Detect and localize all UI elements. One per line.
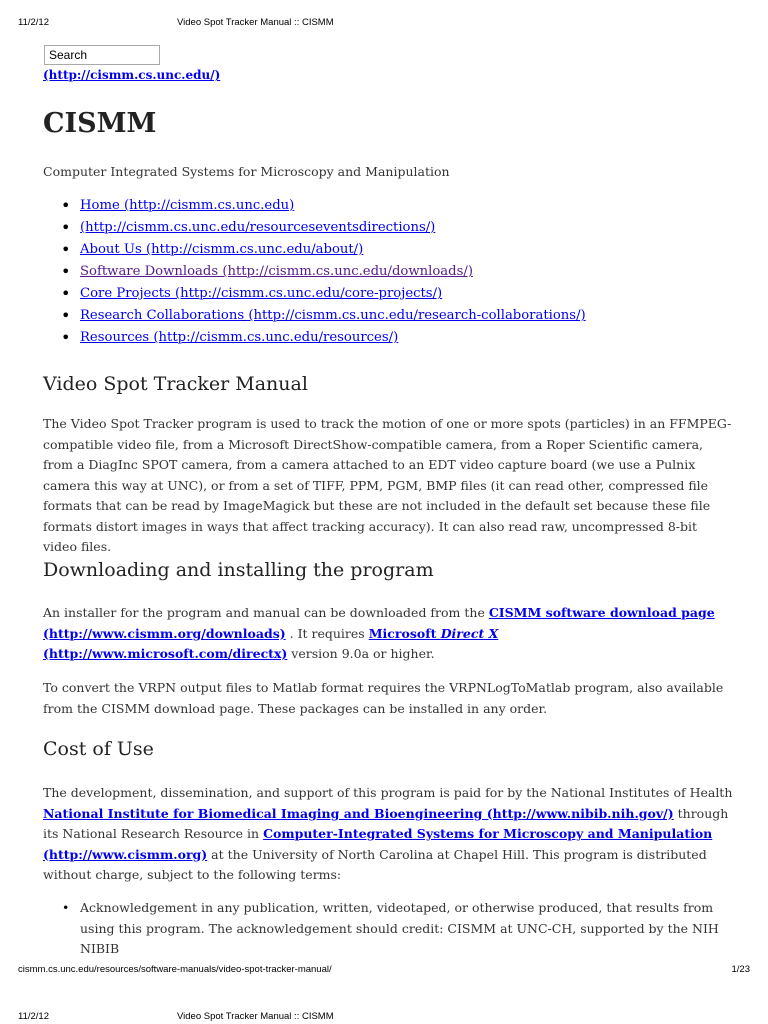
download-text-3: version 9.0a or higher.	[287, 646, 435, 661]
cost-paragraph	[43, 783, 733, 886]
download-paragraph	[43, 603, 733, 665]
nav-link-research-collaborations[interactable]: Research Collaborations (http://cismm.cs.unc.edu/research-collaborations/)	[80, 308, 586, 323]
nav-link-software-downloads[interactable]: Software Downloads (http://cismm.cs.unc.edu/downloads/)	[80, 264, 473, 279]
cismm-link[interactable]: Computer-Integrated Systems for Microscopy and Manipulation (http://www.cismm.org)	[43, 826, 713, 862]
nav-item-about	[43, 242, 586, 264]
cost-heading: Cost of Use	[43, 738, 154, 760]
nav-link-resources-events[interactable]: (http://cismm.cs.unc.edu/resourceseventsdirections/)	[80, 220, 436, 235]
cost-text-1: The development, dissemination, and support of this program is paid for by the National Institutes of Health	[43, 785, 733, 800]
nav-link-about[interactable]: About Us (http://cismm.cs.unc.edu/about/)	[80, 242, 364, 257]
nav-item-resources-events	[43, 220, 586, 242]
download-text-2: . It requires	[285, 625, 369, 641]
directx-link-part-c: (http://www.microsoft.com/directx)	[43, 646, 288, 661]
nav-item-resources	[43, 330, 586, 352]
search-input[interactable]	[44, 45, 160, 65]
vrpn-paragraph: To convert the VRPN output files to Matlab format requires the VRPNLogToMatlab program, also available from the CISMM download page. These packages can be installed in any order.	[43, 680, 724, 716]
print-header-title: Video Spot Tracker Manual :: CISMM	[177, 17, 334, 28]
nav-link-core-projects[interactable]: Core Projects (http://cismm.cs.unc.edu/core-projects/)	[80, 286, 443, 301]
print-header-title-2: Video Spot Tracker Manual :: CISMM	[177, 1011, 334, 1022]
nav-item-research-collaborations	[43, 308, 586, 330]
download-heading: Downloading and installing the program	[43, 559, 434, 581]
site-title: CISMM	[43, 108, 157, 139]
nav-link-resources[interactable]: Resources (http://cismm.cs.unc.edu/resources/)	[80, 330, 399, 345]
cismm-download-page-link[interactable]: CISMM software download page (http://www.cismm.org/downloads)	[43, 605, 715, 641]
site-tagline: Computer Integrated Systems for Microscopy and Manipulation	[43, 164, 450, 179]
article-title: Video Spot Tracker Manual	[43, 373, 308, 395]
nav-link-home[interactable]: Home (http://cismm.cs.unc.edu)	[80, 198, 295, 213]
nav-item-software-downloads	[43, 264, 586, 286]
nav-item-core-projects	[43, 286, 586, 308]
print-footer-url: cismm.cs.unc.edu/resources/software-manuals/video-spot-tracker-manual/	[18, 964, 332, 975]
download-text-1: An installer for the program and manual can be downloaded from the	[43, 605, 489, 620]
nav-item-home	[43, 198, 586, 220]
main-nav	[43, 198, 586, 352]
terms-list	[43, 898, 733, 960]
intro-paragraph: The Video Spot Tracker program is used to track the motion of one or more spots (particles) in an FFMPEG-compatible video file, from a Microsoft DirectShow-compatible camera, from a Roper Scientific camera, from a DiagInc SPOT camera, from a camera attached to an EDT video capture board (we use a Pulnix camera this way at UNC), or from a set of TIFF, PPM, PGM, BMP files (it can read other, compressed file formats that can be read by ImageMagick but these are not included in the default set because these file formats distort images in ways that affect tracking accuracy). It can also read raw, uncompressed 8-bit video files.	[43, 416, 732, 554]
nibib-link[interactable]: National Institute for Biomedical Imaging and Bioengineering (http://www.nibib.nih.gov/)	[43, 805, 674, 821]
print-footer-page: 1/23	[731, 964, 750, 975]
home-url-link[interactable]: (http://cismm.cs.unc.edu/)	[43, 68, 221, 82]
print-header-date: 11/2/12	[18, 17, 49, 28]
directx-link-part-b: Direct X	[440, 625, 499, 641]
directx-link-part-a: Microsoft	[368, 625, 441, 641]
cost-text-2: through its National Research Resource in	[43, 805, 729, 841]
terms-item: • Acknowledgement in any publication, written, videotaped, or otherwise produced, that results from using this program. The acknowledgement should credit: CISMM at UNC-CH, supported by the NIH NIBIB	[43, 898, 733, 960]
print-header-date-2: 11/2/12	[18, 1011, 49, 1022]
cost-text-3: at the University of North Carolina at Chapel Hill. This program is distributed without charge, subject to the following terms:	[43, 846, 707, 882]
